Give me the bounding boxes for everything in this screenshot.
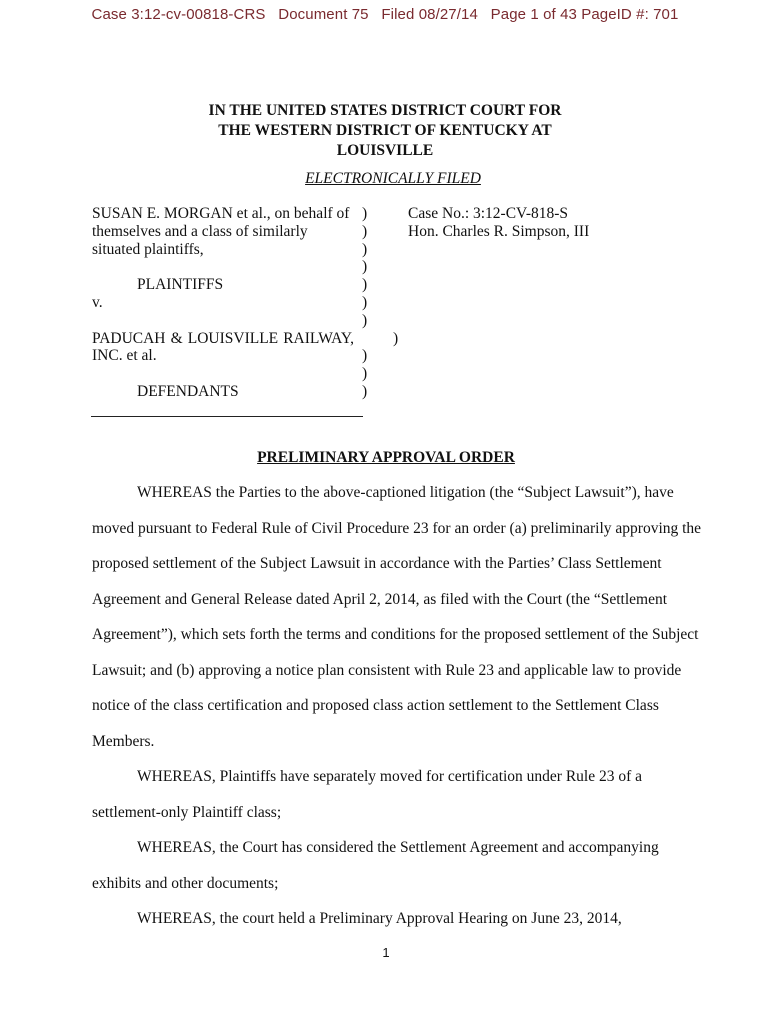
judge-name: Hon. Charles R. Simpson, III: [408, 222, 590, 240]
caption-paren: ): [362, 347, 368, 365]
body-line: WHEREAS, Plaintiffs have separately moved for certification under Rule 23 of a: [137, 768, 643, 785]
caption-paren: ): [362, 222, 368, 240]
versus-label: v.: [92, 293, 103, 311]
page-number: 1: [382, 945, 390, 960]
court-heading-line: LOUISVILLE: [336, 142, 434, 159]
plaintiff-line: situated plaintiffs,: [92, 240, 204, 258]
body-line: WHEREAS the Parties to the above-captioned litigation (the “Subject Lawsuit”), have: [137, 484, 674, 501]
body-line: Lawsuit; and (b) approving a notice plan consistent with Rule 23 and applicable law to provide: [92, 661, 682, 679]
defendant-line-justified: [92, 330, 354, 348]
body-line: Members.: [92, 732, 155, 750]
blank-line: [92, 365, 362, 383]
caption-paren: ): [362, 311, 368, 329]
court-heading-line: THE WESTERN DISTRICT OF KENTUCKY AT: [218, 122, 552, 139]
caption-paren: ): [393, 329, 399, 347]
caption-divider: [91, 416, 363, 417]
defendant-word: LOUISVILLE: [187, 329, 279, 347]
body-line: Agreement”), which sets forth the terms and conditions for the proposed settlement of the Subject: [92, 626, 699, 643]
electronically-filed-note: ELECTRONICALLY FILED: [305, 170, 481, 187]
blank-line: [92, 258, 362, 276]
caption-parenthesis-column: [362, 205, 398, 401]
caption-paren: ): [362, 382, 368, 400]
defendant-word: &: [170, 329, 183, 347]
body-line: Agreement and General Release dated April 2, 2014, as filed with the Court (the “Settlement: [92, 590, 668, 608]
court-heading: [0, 101, 770, 161]
plaintiff-line: themselves and a class of similarly: [92, 222, 308, 240]
caption-paren: ): [362, 276, 368, 294]
caption-paren: ): [362, 258, 368, 276]
caption-paren: ): [362, 240, 368, 258]
order-body: [92, 484, 702, 946]
plaintiffs-label: PLAINTIFFS: [137, 276, 224, 294]
body-line: proposed settlement of the Subject Lawsuit in accordance with the Parties’ Class Settlement: [92, 555, 662, 572]
defendants-label: DEFENDANTS: [137, 382, 239, 400]
body-line: settlement-only Plaintiff class;: [92, 803, 282, 821]
body-line: notice of the class certification and proposed class action settlement to the Settlement Class: [92, 697, 659, 714]
plaintiff-line: SUSAN E. MORGAN et al., on behalf of: [92, 205, 350, 222]
defendant-word: RAILWAY,: [283, 329, 354, 347]
caption-paren: ): [362, 365, 368, 383]
case-number: Case No.: 3:12-CV-818-S: [408, 205, 569, 222]
defendant-line: INC. et al.: [92, 347, 157, 365]
caption-paren: ): [362, 205, 368, 222]
body-line: WHEREAS, the Court has considered the Settlement Agreement and accompanying: [137, 839, 659, 856]
caption-parties: [92, 205, 362, 401]
body-line: WHEREAS, the court held a Preliminary Approval Hearing on June 23, 2014,: [137, 910, 622, 927]
court-heading-line: IN THE UNITED STATES DISTRICT COURT FOR: [208, 102, 562, 119]
ecf-header-stamp: Case 3:12-cv-00818-CRS Document 75 Filed 08/27/14 Page 1 of 43 PageID #: 701: [91, 6, 679, 23]
body-line: moved pursuant to Federal Rule of Civil Procedure 23 for an order (a) preliminarily approving the: [92, 519, 702, 537]
defendant-word: PADUCAH: [92, 329, 166, 347]
blank-line: [92, 312, 362, 330]
case-info: [408, 205, 589, 241]
body-line: exhibits and other documents;: [92, 874, 279, 892]
caption-paren: ): [362, 293, 368, 311]
order-title: PRELIMINARY APPROVAL ORDER: [257, 449, 515, 466]
